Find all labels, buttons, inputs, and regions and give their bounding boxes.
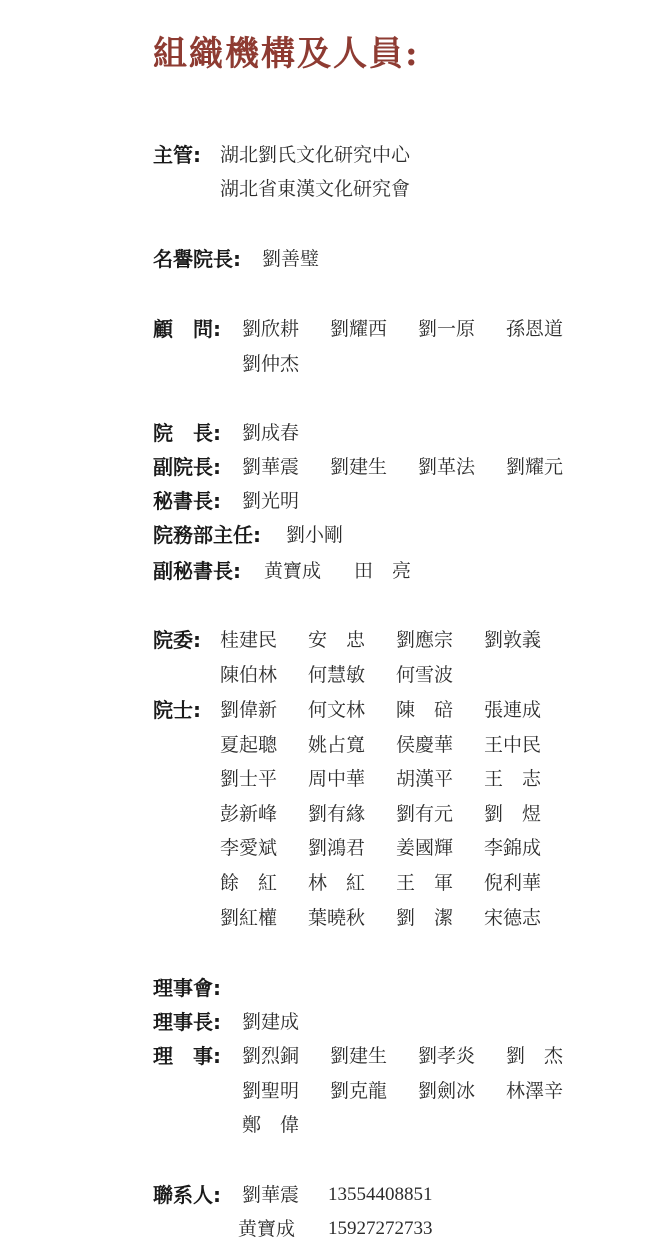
academician-name: 劉紅權 [220, 906, 278, 929]
academician-name: 何文林 [308, 699, 366, 721]
advisors-label: 顧 問: [153, 317, 221, 341]
vice-president-name: 劉華震 [242, 456, 300, 478]
committee-name: 劉應宗 [396, 629, 454, 651]
secretary-general-name: 劉光明 [242, 490, 300, 512]
supervisor-org-2: 湖北省東漢文化研究會 [220, 178, 411, 200]
board-label: 理事會: [153, 976, 221, 1000]
academician-name: 王 軍 [396, 871, 454, 894]
academician-name: 李愛斌 [220, 837, 278, 860]
committee-row [220, 627, 600, 662]
director-name: 劉烈銅 [242, 1045, 300, 1067]
affairs-director-name: 劉小剛 [286, 524, 344, 546]
academician-name: 劉有元 [396, 802, 454, 825]
director-name: 劉建生 [330, 1045, 388, 1067]
board-chair-label: 理事長: [153, 1010, 221, 1034]
advisors-list [242, 316, 602, 385]
director-name: 劉克龍 [330, 1079, 388, 1102]
vice-president-name: 劉耀元 [506, 456, 564, 478]
vice-president-list [242, 454, 602, 489]
board-chair-name: 劉建成 [242, 1011, 300, 1033]
contact-phone: 13554408851 [328, 1184, 433, 1205]
committee-name: 劉敦義 [484, 629, 542, 651]
academician-name: 倪利華 [484, 871, 542, 894]
president-name: 劉成春 [242, 422, 300, 444]
secretary-general-label: 秘書長: [153, 489, 221, 513]
contacts-label: 聯系人: [153, 1183, 221, 1207]
contact-name: 黄寶成 [238, 1218, 296, 1240]
committee-name: 桂建民 [220, 629, 278, 651]
academician-name: 林 紅 [308, 871, 366, 894]
deputy-secretary-name: 黄寶成 [264, 560, 322, 582]
directors-row [242, 1112, 602, 1147]
deputy-secretary-name: 田 亮 [354, 560, 412, 582]
academician-name: 劉偉新 [220, 699, 278, 721]
academicians-row [220, 766, 600, 801]
director-name: 劉聖明 [242, 1079, 300, 1102]
advisors-row [242, 351, 602, 386]
advisor-name: 孫恩道 [506, 318, 564, 340]
academicians-list [220, 697, 600, 939]
director-name: 劉 杰 [506, 1045, 564, 1067]
supervisor-label: 主管: [153, 143, 201, 167]
academician-name: 侯慶華 [396, 733, 454, 756]
academicians-row [220, 732, 600, 767]
academician-name: 劉鴻君 [308, 837, 366, 860]
academicians-row [220, 697, 600, 732]
director-name: 林澤辛 [506, 1079, 564, 1102]
page-title: 組織機構及人員: [153, 34, 420, 74]
academician-name: 周中華 [308, 768, 366, 791]
advisor-name: 劉一原 [418, 318, 476, 340]
advisor-name: 劉欣耕 [242, 318, 300, 340]
academician-name: 餘 紅 [220, 871, 278, 894]
honorary-president-name: 劉善璧 [262, 248, 320, 270]
academician-name: 彭新峰 [220, 802, 278, 825]
advisors-row [242, 316, 602, 351]
academician-name: 姚占寬 [308, 733, 366, 756]
affairs-director-label: 院務部主任: [153, 523, 261, 547]
academician-name: 劉 煜 [484, 802, 542, 825]
honorary-president-label: 名譽院長: [153, 247, 241, 271]
directors-row [242, 1078, 602, 1113]
president-label: 院 長: [153, 421, 221, 445]
academicians-row [220, 835, 600, 870]
committee-name: 何慧敏 [308, 663, 366, 686]
academician-name: 劉士平 [220, 768, 278, 791]
committee-name: 陳伯林 [220, 663, 278, 686]
vice-president-name: 劉建生 [330, 456, 388, 478]
contact-phone: 15927272733 [328, 1218, 433, 1239]
academicians-row [220, 905, 600, 940]
committee-name: 何雪波 [396, 663, 454, 686]
academician-name: 胡漢平 [396, 768, 454, 791]
academicians-label: 院士: [153, 698, 201, 722]
academician-name: 張連成 [484, 699, 542, 721]
committee-list [220, 627, 600, 696]
academicians-row [220, 870, 600, 905]
committee-name: 安 忠 [308, 629, 366, 651]
advisor-name: 劉仲杰 [242, 352, 300, 375]
vice-president-name: 劉革法 [418, 456, 476, 478]
deputy-secretary-label: 副秘書長: [153, 559, 241, 583]
contact-name: 劉華震 [242, 1184, 300, 1206]
academicians-row [220, 801, 600, 836]
advisor-name: 劉耀西 [330, 318, 388, 340]
academician-name: 劉有緣 [308, 802, 366, 825]
academician-name: 王中民 [484, 733, 542, 756]
academician-name: 李錦成 [484, 837, 542, 860]
academician-name: 姜國輝 [396, 837, 454, 860]
vice-president-label: 副院長: [153, 455, 221, 479]
academician-name: 宋德志 [484, 906, 542, 929]
directors-row [242, 1043, 602, 1078]
director-name: 鄭 偉 [242, 1114, 300, 1137]
director-name: 劉孝炎 [418, 1045, 476, 1067]
supervisor-org-1: 湖北劉氏文化研究中心 [220, 144, 411, 166]
academician-name: 葉曉秋 [308, 906, 366, 929]
directors-list [242, 1043, 602, 1147]
academician-name: 陳 碚 [396, 699, 454, 721]
academician-name: 夏起聰 [220, 733, 278, 756]
committee-row [220, 662, 600, 697]
academician-name: 劉 潔 [396, 906, 454, 929]
director-name: 劉劍冰 [418, 1079, 476, 1102]
committee-label: 院委: [153, 628, 201, 652]
directors-label: 理 事: [153, 1044, 221, 1068]
academician-name: 王 志 [484, 768, 542, 791]
vice-president-row [242, 454, 602, 489]
